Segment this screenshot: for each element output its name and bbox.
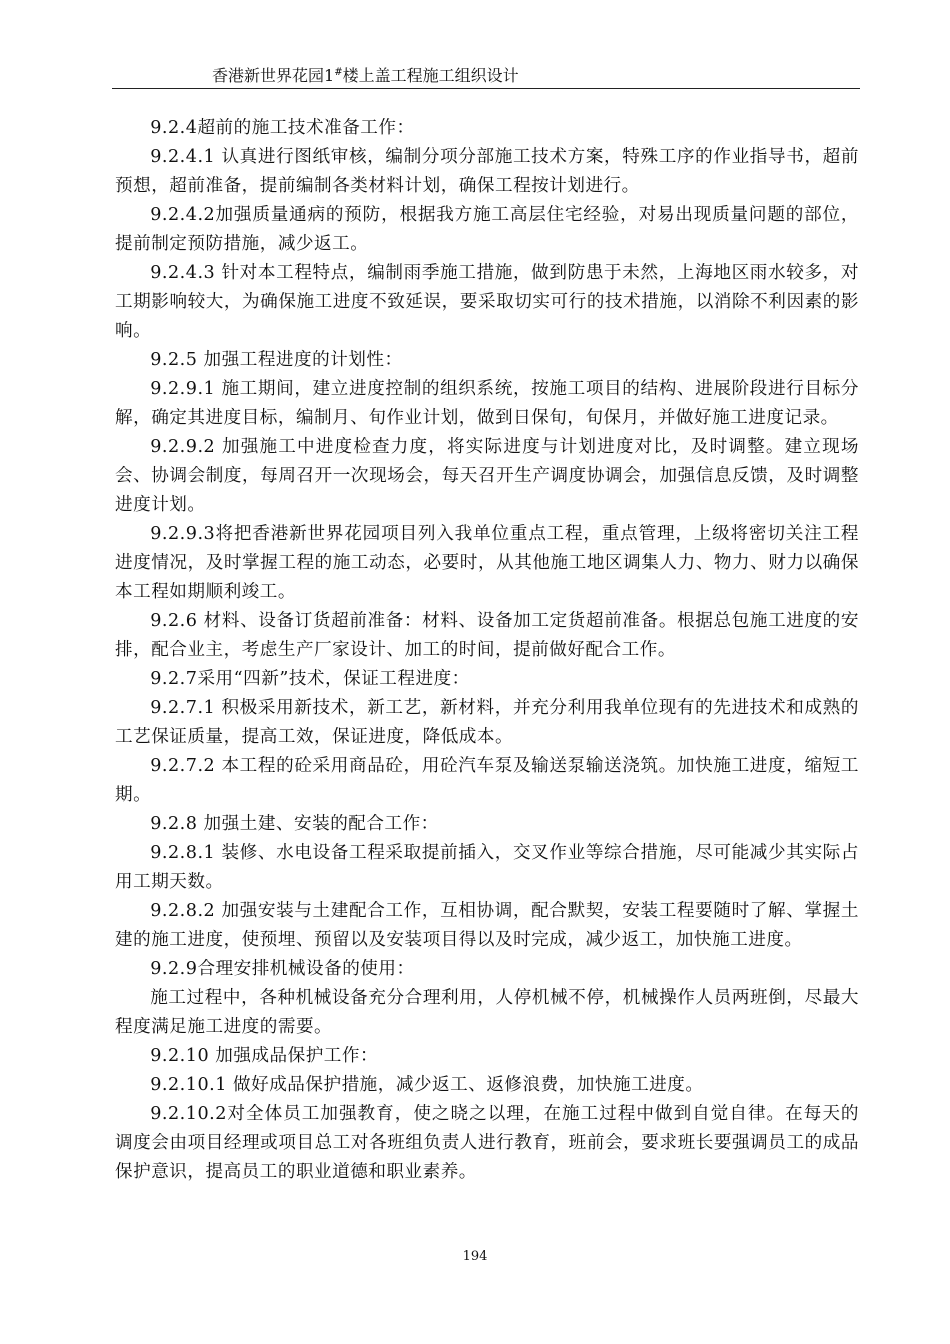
document-title <box>212 62 519 87</box>
section-heading-9-2-9: 9.2.9合理安排机械设备的使用： <box>150 959 415 979</box>
section-heading-9-2-4: 9.2.4超前的施工技术准备工作： <box>150 118 415 138</box>
section-heading-9-2-10: 9.2.10 加强成品保护工作： <box>150 1046 379 1066</box>
paragraph-9-2-9-2: 9.2.9.2 加强施工中进度检查力度，将实际进度与计划进度对比，及时调整。建立现场会、协调会制度，每周召开一次现场会，每天召开生产调度协调会，加强信息反馈，及时调整进度计划。 <box>115 437 859 515</box>
paragraph-9-2-9-body: 施工过程中，各种机械设备充分合理利用，人停机械不停，机械操作人员两班倒，尽最大程度满足施工进度的需要。 <box>115 988 859 1037</box>
section-heading-9-2-5: 9.2.5 加强工程进度的计划性： <box>150 350 403 370</box>
paragraph-9-2-8-1: 9.2.8.1 装修、水电设备工程采取提前插入，交叉作业等综合措施，尽可能减少其实际占用工期天数。 <box>115 843 859 892</box>
section-heading-9-2-7: 9.2.7采用“四新”技术，保证工程进度： <box>150 669 470 689</box>
paragraph-9-2-10-2: 9.2.10.2对全体员工加强教育，使之晓之以理，在施工过程中做到自觉自律。在每天的调度会由项目经理或项目总工对各班组负责人进行教育，班前会，要求班长要强调员工的成品保护意识，提高员工的职业道德和职业素养。 <box>115 1104 859 1182</box>
paragraph-9-2-7-2: 9.2.7.2 本工程的砼采用商品砼，用砼汽车泵及输送泵输送浇筑。加快施工进度，缩短工期。 <box>115 756 859 805</box>
paragraph-9-2-10-1: 9.2.10.1 做好成品保护措施，减少返工、返修浪费，加快施工进度。 <box>150 1075 704 1095</box>
paragraph-9-2-4-3: 9.2.4.3 针对本工程特点，编制雨季施工措施，做到防患于未然，上海地区雨水较多，对工期影响较大，为确保施工进度不致延误，要采取切实可行的技术措施，以消除不利因素的影响。 <box>115 263 859 341</box>
page-header <box>0 0 950 96</box>
document-title-main: 香港新世界花园1 <box>212 66 335 85</box>
document-body <box>115 114 859 1187</box>
paragraph-9-2-4-1: 9.2.4.1 认真进行图纸审核，编制分项分部施工技术方案，特殊工序的作业指导书，超前预想，超前准备，提前编制各类材料计划，确保工程按计划进行。 <box>115 147 859 196</box>
paragraph-9-2-6: 9.2.6 材料、设备订货超前准备：材料、设备加工定货超前准备。根据总包施工进度的安排，配合业主，考虑生产厂家设计、加工的时间，提前做好配合工作。 <box>115 611 859 660</box>
header-divider <box>112 88 860 89</box>
section-heading-9-2-8: 9.2.8 加强土建、安装的配合工作： <box>150 814 439 834</box>
paragraph-9-2-4-2: 9.2.4.2加强质量通病的预防，根据我方施工高层住宅经验，对易出现质量问题的部位，提前制定预防措施，减少返工。 <box>115 205 859 254</box>
paragraph-9-2-9-1: 9.2.9.1 施工期间，建立进度控制的组织系统，按施工项目的结构、进展阶段进行目标分解，确定其进度目标，编制月、旬作业计划，做到日保旬，旬保月，并做好施工进度记录。 <box>115 379 859 428</box>
document-title-suffix: 楼上盖工程施工组织设计 <box>342 66 519 85</box>
paragraph-9-2-9-3: 9.2.9.3将把香港新世界花园项目列入我单位重点工程，重点管理，上级将密切关注工程进度情况，及时掌握工程的施工动态，必要时，从其他施工地区调集人力、物力、财力以确保本工程如期顺利竣工。 <box>115 524 859 602</box>
paragraph-9-2-8-2: 9.2.8.2 加强安装与土建配合工作，互相协调，配合默契，安装工程要随时了解、掌握土建的施工进度，使预埋、预留以及安装项目得以及时完成，减少返工，加快施工进度。 <box>115 901 859 950</box>
paragraph-9-2-7-1: 9.2.7.1 积极采用新技术，新工艺，新材料，并充分利用我单位现有的先进技术和成熟的工艺保证质量，提高工效，保证进度，降低成本。 <box>115 698 859 747</box>
document-title-superscript: # <box>334 67 343 78</box>
page-number: 194 <box>462 1249 488 1264</box>
